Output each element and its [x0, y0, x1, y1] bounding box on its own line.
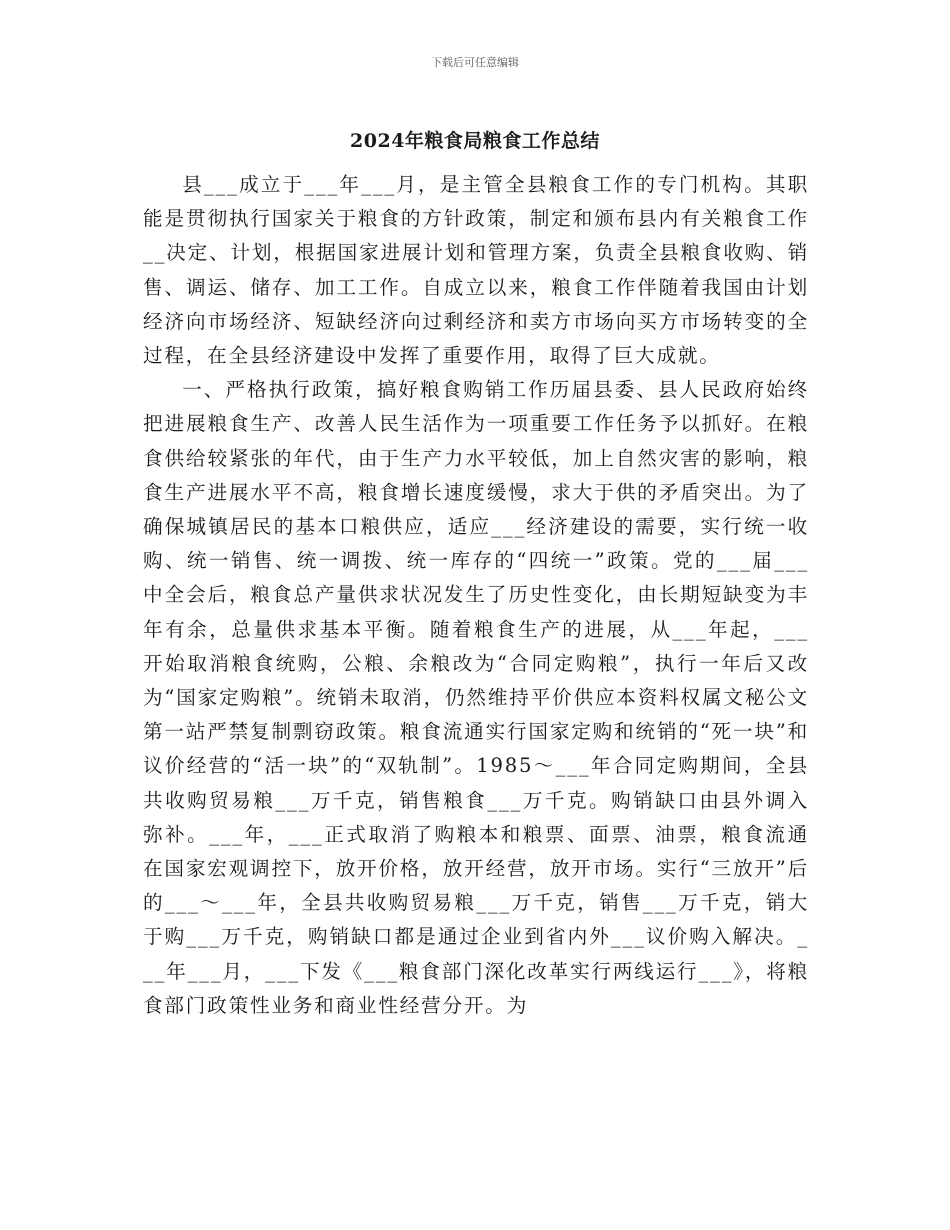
page-header-note: 下载后可任意编辑 — [431, 56, 519, 69]
paragraph-section-one: 一、严格执行政策，搞好粮食购销工作历届县委、县人民政府始终把进展粮食生产、改善人民生活作为一项重要工作任务予以抓好。在粮食供给较紧张的年代，由于生产力水平较低，加上自然灾害的影响，粮食生产进展水平不高，粮食增长速度缓慢，求大于供的矛盾突出。为了确保城镇居民的基本口粮供应，适应___经济建设的需要，实行统一收购、统一销售、统一调拨、统一库存的“四统一”政策。党的___届___中全会后，粮食总产量供求状况发生了历史性变化，由长期短缺变为丰年有余，总量供求基本平衡。随着粮食生产的进展，从___年起，___开始取消粮食统购，公粮、余粮改为“合同定购粮”，执行一年后又改为“国家定购粮”。统销未取消，仍然维持平价供应本资料权属文秘公文第一站严禁复制剽窃政策。粮食流通实行国家定购和统销的“死一块”和议价经营的“活一块”的“双轨制”。1985～___年合同定购期间，全县共收购贸易粮___万千克，销售粮食___万千克。购销缺口由县外调入弥补。___年，___正式取消了购粮本和粮票、面票、油票，粮食流通在国家宏观调控下，放开价格，放开经营，放开市场。实行“三放开”后的___～___年，全县共收购贸易粮___万千克，销售___万千克，销大于购___万千克，购销缺口都是通过企业到省内外___议价购入解决。___年___月，___下发《___粮食部门深化改革实行两线运行___》，将粮食部门政策性业务和商业性经营分开。为 — [143, 378, 810, 1017]
paragraph-intro: 县___成立于___年___月，是主管全县粮食工作的专门机构。其职能是贯彻执行国家关于粮食的方针政策，制定和颁布县内有关粮食工作__决定、计划，根据国家进展计划和管理方案，负责全县粮食收购、销售、调运、储存、加工工作。自成立以来，粮食工作伴随着我国由计划经济向市场经济、短缺经济向过剩经济和卖方市场向买方市场转变的全过程，在全县经济建设中发挥了重要作用，取得了巨大成就。 — [143, 173, 809, 368]
document-title: 2024年粮食局粮食工作总结 — [350, 130, 600, 152]
document-body — [143, 168, 809, 1023]
